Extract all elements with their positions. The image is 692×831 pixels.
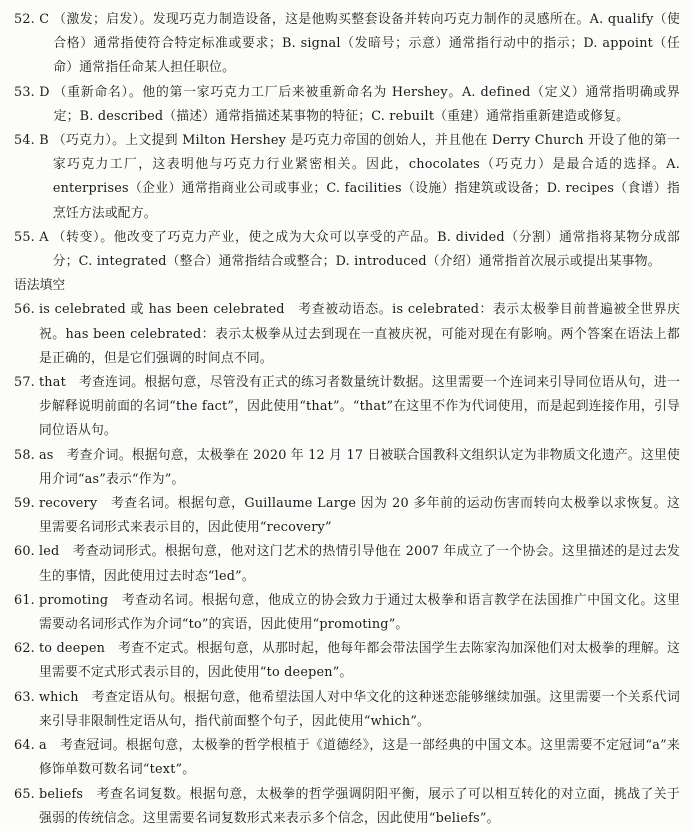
answer-explanation: is celebrated 或 has been celebrated 考查被动语态。is celebrated：表示太极拳目前普遍被全世界庆祝。has been celebrated：表示太极拳从过去到现在一直被庆祝，可能对现在有影响。两个答案在语法上都是正确的，但是它们强调的时间点不同。 — [38, 302, 680, 366]
answer-entry-54 — [14, 129, 680, 226]
answer-entry-64 — [14, 734, 680, 782]
answer-entry-52 — [14, 8, 680, 81]
question-number: 56. — [14, 302, 35, 318]
answer-explanation: （激发；启发）。发现巧克力制造设备，这是他购买整套设备并转向巧克力制作的灵感所在。A. qualify（使合格）通常指使符合特定标准或要求；B. signal（发暗号；示意）通常指行动中的指示；D. appoint（任命）通常指任命某人担任职位。 — [53, 12, 680, 76]
answer-entry-56 — [14, 298, 680, 371]
question-number: 65. — [14, 786, 35, 802]
answer-explanation: beliefs 考查名词复数。根据句意，太极拳的哲学强调阴阳平衡，展示了可以相互转化的对立面，挑战了关于强弱的传统信念。这里需要名词复数形式来表示多个信念，因此使用“beliefs”。 — [38, 786, 680, 826]
answer-entry-60 — [14, 540, 680, 588]
question-number: 54. B — [14, 133, 49, 149]
answer-entry-63 — [14, 686, 680, 734]
answer-explanation: as 考查介词。根据句意，太极拳在 2020 年 12 月 17 日被联合国教科文组织认定为非物质文化遗产。这里使用介词“as”表示“作为”。 — [38, 447, 680, 487]
question-number: 60. — [14, 544, 35, 560]
question-number: 57. — [14, 375, 35, 391]
answer-explanation: a 考查冠词。根据句意，太极拳的哲学根植于《道德经》，这是一部经典的中国文本。这里需要不定冠词“a”来修饰单数可数名词“text”。 — [38, 738, 680, 778]
answer-explanation: （巧克力）。上文提到 Milton Hershey 是巧克力帝国的创始人，并且他在 Derry Church 开设了他的第一家巧克力工厂，这表明他与巧克力行业紧密相关。因此，chocolates（巧克力）是最合适的选择。A. enterprises（企业）通常指商业公司或事业；C. facilities（设施）指建筑或设备；D. recipes（食谱）指烹饪方法或配方。 — [52, 133, 680, 221]
answer-explanation: （重新命名）。他的第一家巧克力工厂后来被重新命名为 Hershey。A. defined（定义）通常指明确或界定；B. described（描述）通常指描述某事物的特征；C. rebuilt（重建）通常指重新建造或修复。 — [53, 84, 680, 124]
question-number: 58. — [14, 447, 35, 463]
question-number: 55. A — [14, 229, 49, 245]
answer-entry-59 — [14, 492, 680, 540]
answer-explanation: which 考查定语从句。根据句意，他希望法国人对中华文化的这种迷恋能够继续加强。这里需要一个关系代词来引导非限制性定语从句，指代前面整个句子，因此使用“which”。 — [38, 689, 680, 729]
answer-explanation: led 考查动词形式。根据句意，他对这门艺术的热情引导他在 2007 年成立了一个协会。这里描述的是过去发生的事情，因此使用过去时态“led”。 — [38, 544, 680, 584]
question-number: 53. D — [14, 84, 50, 100]
question-number: 59. — [14, 496, 35, 512]
answer-explanation: recovery 考查名词。根据句意，Guillaume Large 因为 20 多年前的运动伤害而转向太极拳以求恢复。这里需要名词形式来表示目的，因此使用“recovery” — [38, 496, 680, 536]
answer-explanation: to deepen 考查不定式。根据句意，从那时起，他每年都会带法国学生去陈家沟加深他们对太极拳的理解。这里需要不定式形式表示目的，因此使用“to deepen”。 — [38, 641, 680, 681]
question-number: 52. C — [14, 12, 50, 27]
answer-explanation: promoting 考查动名词。根据句意，他成立的协会致力于通过太极拳和语言教学在法国推广中国文化。这里需要动名词形式作为介词“to”的宾语，因此使用“promoting”。 — [38, 592, 680, 633]
answer-entry-57 — [14, 371, 680, 444]
answer-entry-53 — [14, 81, 680, 129]
section-heading: 语法填空 — [14, 278, 66, 294]
answer-entry-58 — [14, 444, 680, 492]
question-number: 62. — [14, 641, 35, 657]
answer-entry-65 — [14, 783, 680, 831]
answer-entry-61 — [14, 589, 680, 637]
answer-entry-62 — [14, 637, 680, 685]
question-number: 63. — [14, 689, 35, 705]
answer-explanation: that 考查连词。根据句意，尽管没有正式的练习者数量统计数据。这里需要一个连词来引导同位语从句，进一步解释说明前面的名词“the fact”，因此使用“that”。“that”在这里不作为代词使用，而是起到连接作用，引导同位语从句。 — [38, 375, 680, 439]
answer-explanation: （转变）。他改变了巧克力产业，使之成为大众可以享受的产品。B. divided（分割）通常指将某物分成部分；C. integrated（整合）通常指结合或整合；D. introduced（介绍）通常指首次展示或提出某事物。 — [52, 229, 680, 270]
question-number: 64. — [14, 738, 35, 754]
answer-entry-55 — [14, 226, 680, 274]
question-number: 61. — [14, 592, 35, 608]
